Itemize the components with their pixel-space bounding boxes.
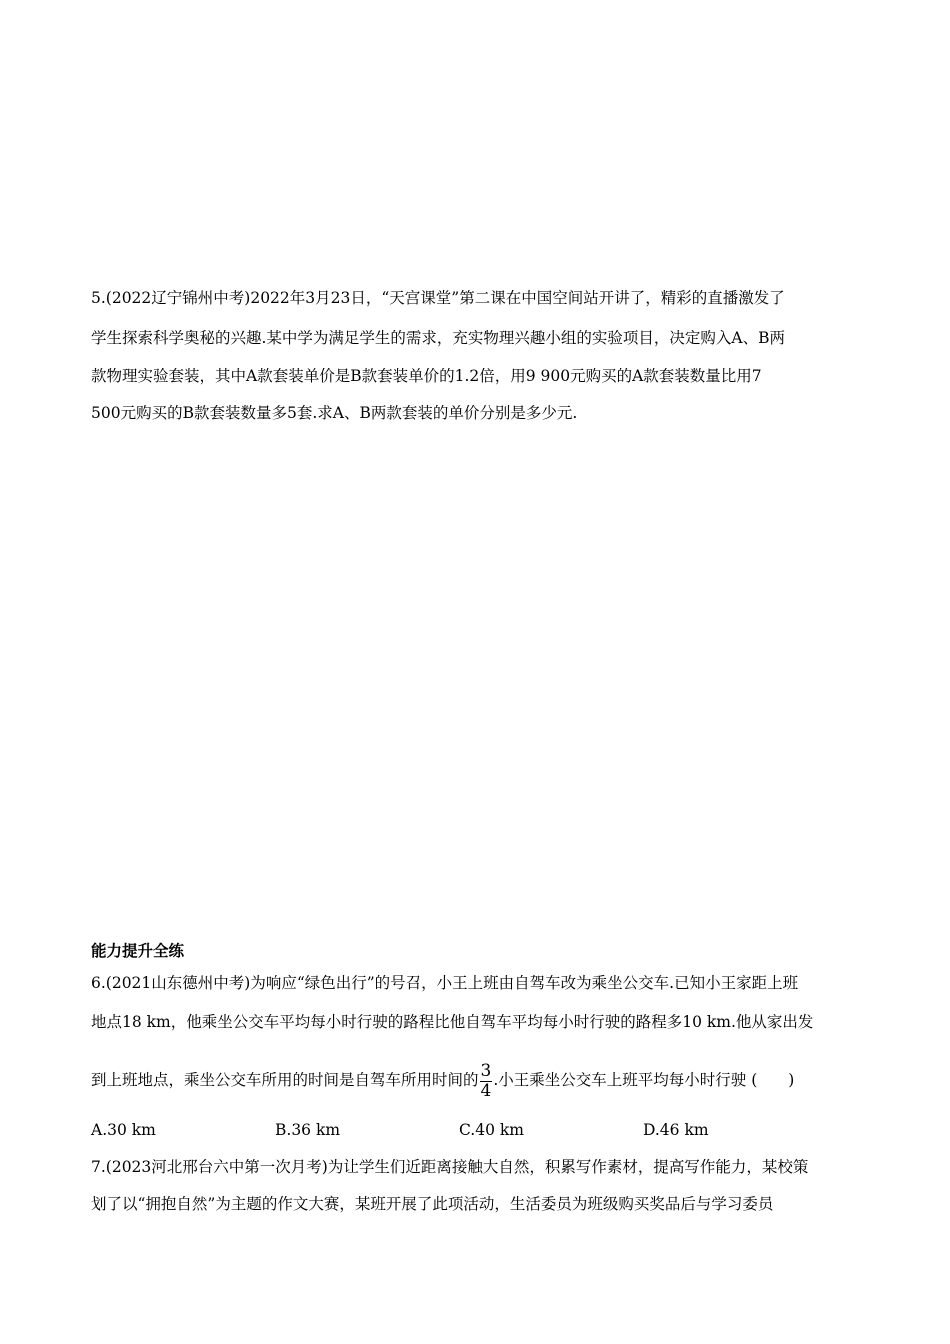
answer-blank: ( ) [751,1071,795,1089]
option-b: B.36 km [275,1121,341,1139]
q6-line-3-after: .小王乘坐公交车上班平均每小时行驶 [493,1071,747,1089]
q7-line-2: 划了以“拥抱自然”为主题的作文大赛，某班开展了此项活动，生活委员为班级购买奖品后与学习委员 [91,1195,774,1213]
fraction-three-quarters [480,1062,493,1101]
q5-line-3: 款物理实验套装，其中A款套装单价是B款套装单价的1.2倍，用9 900元购买的A款套装数量比用7 [91,367,762,385]
q5-line-4: 500元购买的B款套装数量多5套.求A、B两款套装的单价分别是多少元. [91,404,578,422]
option-d: D.46 km [643,1121,709,1139]
q7-line-1: 7.(2023河北邢台六中第一次月考)为让学生们近距离接触大自然，积累写作素材，提高写作能力，某校策 [91,1158,809,1176]
option-a: A.30 km [91,1121,156,1139]
q6-line-3-before: 到上班地点，乘坐公交车所用的时间是自驾车所用时间的 [91,1071,479,1089]
fraction-numerator: 3 [480,1060,492,1081]
q6-line-1: 6.(2021山东德州中考)为响应“绿色出行”的号召，小王上班由自驾车改为乘坐公交车.已知小王家距上班 [91,974,799,992]
fraction-denominator: 4 [480,1080,492,1101]
q6-line-3 [91,1058,794,1102]
q6-line-2: 地点18 km，他乘坐公交车平均每小时行驶的路程比他自驾车平均每小时行驶的路程多10 km.他从家出发 [91,1013,814,1031]
section-heading: 能力提升全练 [91,942,185,960]
q5-line-2: 学生探索科学奥秘的兴趣.某中学为满足学生的需求，充实物理兴趣小组的实验项目，决定购入A、B两 [91,329,786,347]
q5-line-1: 5.(2022辽宁锦州中考)2022年3月23日，“天宫课堂”第二课在中国空间站开讲了，精彩的直播激发了 [91,289,785,307]
option-c: C.40 km [459,1121,524,1139]
